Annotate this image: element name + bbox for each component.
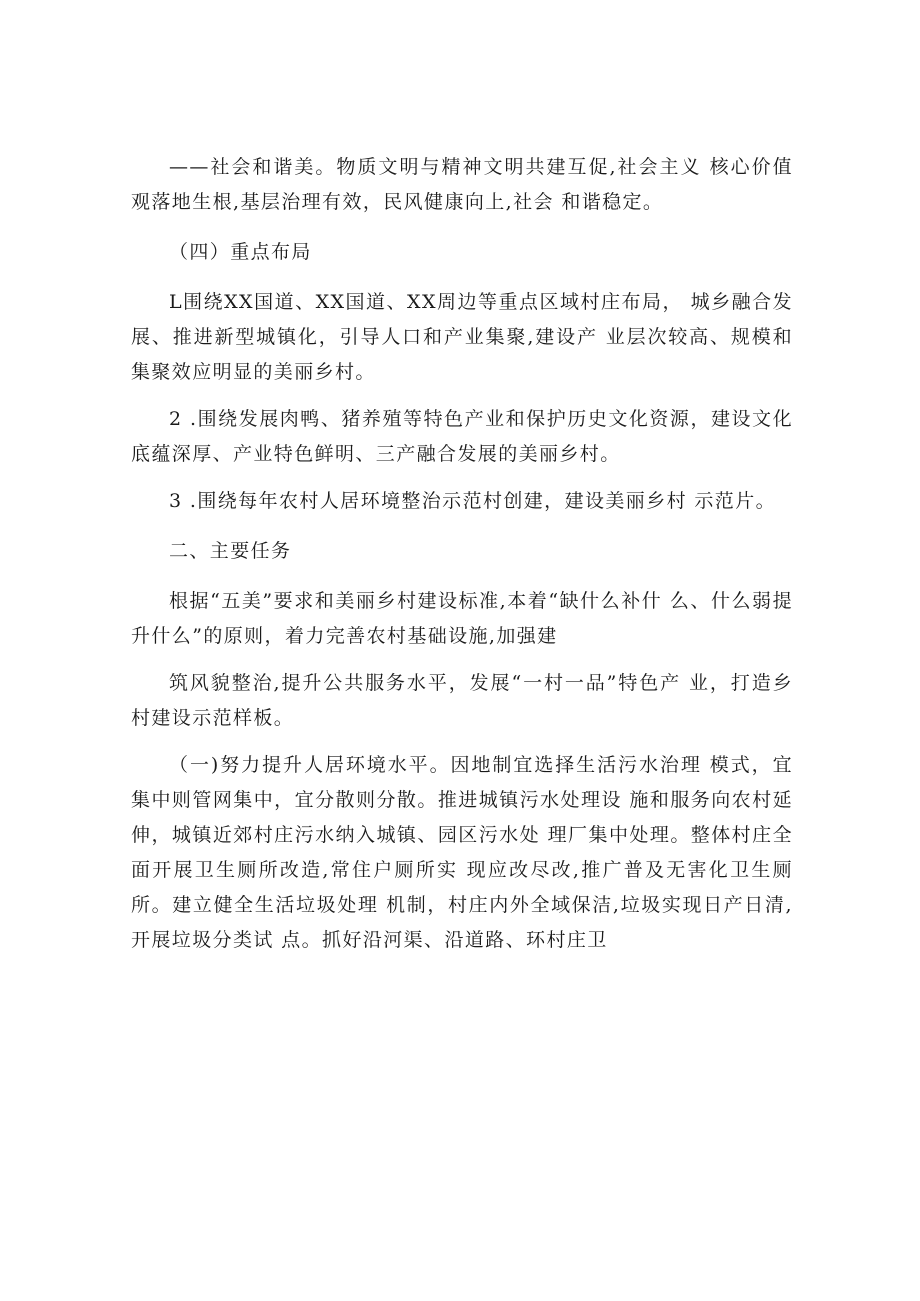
paragraph-social-harmony: ——社会和谐美。物质文明与精神文明共建互促,社会主义 核心价值观落地生根,基层治理有效，民风健康向上,社会 和谐稳定。: [131, 156, 793, 213]
paragraph-layout-item-3: 3 .围绕每年农村人居环境整治示范村创建，建设美丽乡村 示范片。: [169, 490, 777, 512]
paragraph-tasks-intro: 根据“五美”要求和美丽乡村建设标准,本着“缺什么补什 么、什么弱提升什么”的原则，着力完善农村基础设施,加强建: [131, 590, 793, 647]
document-body: [131, 150, 793, 958]
paragraph-layout-item-1: L围绕XX国道、XX国道、XX周边等重点区域村庄布局， 城乡融合发展、推进新型城镇化，引导人口和产业集聚,建设产 业层次较高、规模和集聚效应明显的美丽乡村。: [131, 291, 793, 383]
heading-key-layout: （四）重点布局: [169, 241, 312, 263]
heading-main-tasks: 二、主要任务: [169, 540, 292, 562]
paragraph-tasks-continued: 筑风貌整治,提升公共服务水平，发展“一村一品”特色产 业，打造乡村建设示范样板。: [131, 672, 793, 729]
paragraph-layout-item-2: 2 .围绕发展肉鸭、猪养殖等特色产业和保护历史文化资源，建设文化底蕴深厚、产业特色鲜明、三产融合发展的美丽乡村。: [131, 408, 793, 465]
paragraph-living-environment: （一)努力提升人居环境水平。因地制宜选择生活污水治理 模式，宜集中则管网集中，宜分散则分散。推进城镇污水处理设 施和服务向农村延伸，城镇近郊村庄污水纳入城镇、园区污水处 理厂集中处理。整体村庄全面开展卫生厕所改造,常住户厕所实 现应改尽改,推广普及无害化卫生厕所。建立健全生活垃圾处理 机制，村庄内外全域保洁,垃圾实现日产日清,开展垃圾分类试 点。抓好沿河渠、沿道路、环村庄卫: [131, 754, 793, 951]
